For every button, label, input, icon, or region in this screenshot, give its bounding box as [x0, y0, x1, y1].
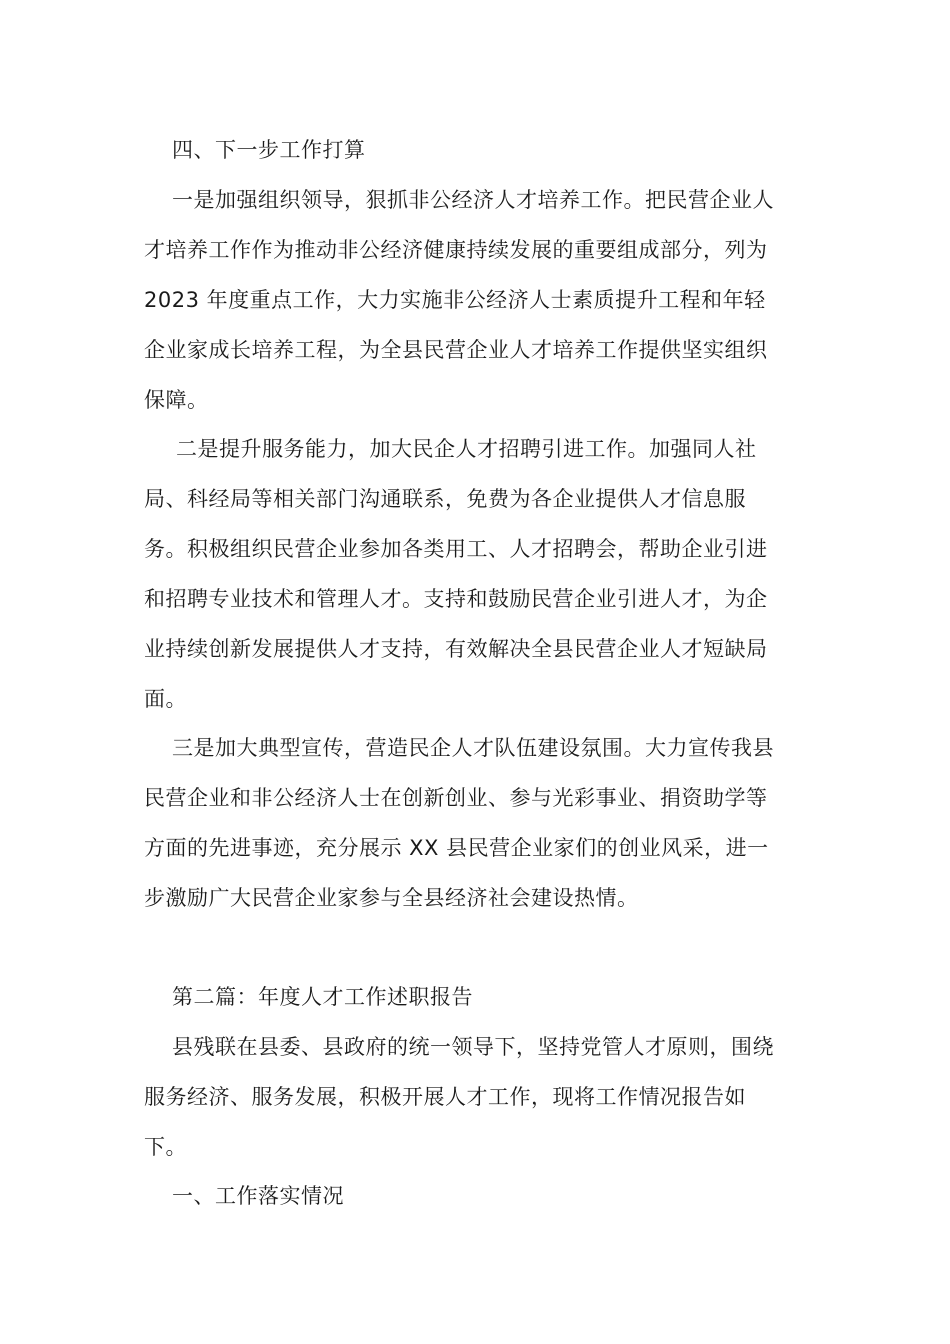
paragraph-line: 方面的先进事迹，充分展示 XX 县民营企业家们的创业风采，进一 [144, 836, 769, 860]
paragraph-line: 三是加大典型宣传，营造民企人才队伍建设氛围。大力宣传我县 [172, 736, 774, 760]
section-heading: 四、下一步工作打算 [172, 138, 366, 162]
paragraph-line: 二是提升服务能力，加大民企人才招聘引进工作。加强同人社 [176, 437, 757, 461]
section-subheading: 一、工作落实情况 [172, 1184, 344, 1208]
paragraph-line: 保障。 [144, 388, 209, 412]
paragraph-line: 县残联在县委、县政府的统一领导下，坚持党管人才原则，围绕 [172, 1035, 774, 1059]
paragraph-line: 业持续创新发展提供人才支持，有效解决全县民营企业人才短缺局 [144, 637, 768, 661]
paragraph-line: 面。 [144, 687, 187, 711]
paragraph-line: 务。积极组织民营企业参加各类用工、人才招聘会，帮助企业引进 [144, 537, 768, 561]
paragraph-line: 步激励广大民营企业家参与全县经济社会建设热情。 [144, 886, 639, 910]
paragraph-line: 2023 年度重点工作，大力实施非公经济人士素质提升工程和年轻 [144, 288, 766, 312]
paragraph-line: 下。 [144, 1135, 187, 1159]
paragraph-line: 一是加强组织领导，狠抓非公经济人才培养工作。把民营企业人 [172, 188, 774, 212]
paragraph-line: 才培养工作作为推动非公经济健康持续发展的重要组成部分，列为 [144, 238, 768, 262]
paragraph-line: 和招聘专业技术和管理人才。支持和鼓励民营企业引进人才，为企 [144, 587, 768, 611]
paragraph-line: 局、科经局等相关部门沟通联系，免费为各企业提供人才信息服 [144, 487, 746, 511]
article-title: 第二篇：年度人才工作述职报告 [172, 985, 473, 1009]
paragraph-line: 民营企业和非公经济人士在创新创业、参与光彩事业、捐资助学等 [144, 786, 768, 810]
paragraph-line: 企业家成长培养工程，为全县民营企业人才培养工作提供坚实组织 [144, 338, 768, 362]
paragraph-line: 服务经济、服务发展，积极开展人才工作，现将工作情况报告如 [144, 1085, 746, 1109]
